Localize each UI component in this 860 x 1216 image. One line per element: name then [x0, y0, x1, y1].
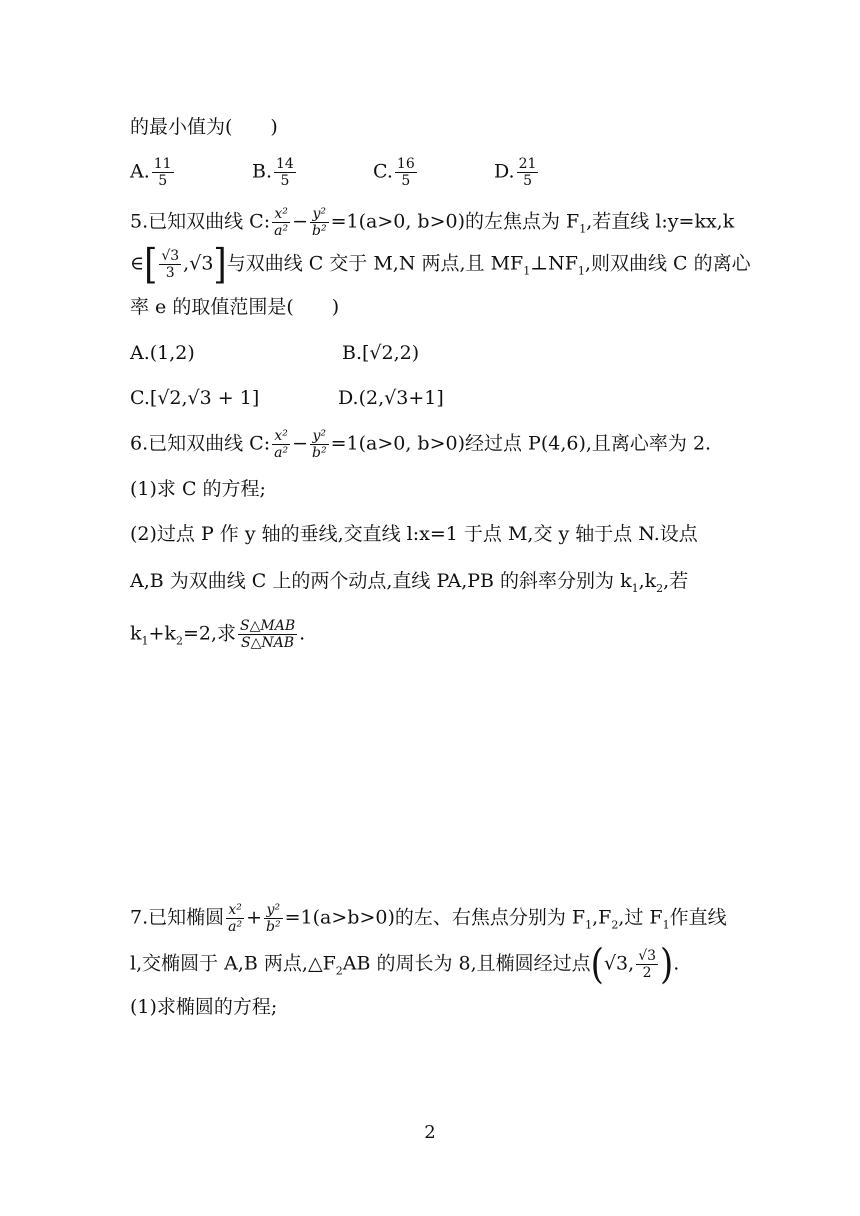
- option-letter: C.: [373, 160, 393, 183]
- comma-f2: ,F: [592, 906, 612, 929]
- option-letter: B.: [252, 160, 273, 183]
- option-text: C.[√2,√3 + 1]: [130, 387, 260, 409]
- q6-text-start: 6.已知双曲线 C:: [130, 432, 271, 455]
- q6-part-2-text-end: ,若: [663, 570, 689, 592]
- q5-perp-text: ⊥NF: [530, 252, 578, 275]
- hyperbola-term-x: [272, 428, 290, 461]
- option-fraction: [274, 156, 296, 189]
- frac-num: y²: [264, 902, 283, 919]
- option-text: B.[√2,2): [342, 342, 420, 364]
- subscript-2: 2: [656, 581, 664, 595]
- area-ratio: [238, 618, 297, 651]
- q7-text-2: AB 的周长为 8,且椭圆经过点: [342, 952, 591, 975]
- subscript-2: 2: [335, 964, 343, 978]
- q5-line-3: [130, 292, 339, 322]
- subscript-1: 1: [662, 918, 670, 932]
- q5-text-mid: 与双曲线 C 交于 M,N 两点,且 MF: [226, 252, 524, 275]
- q7-text-end: 作直线: [669, 906, 727, 929]
- q7-text-start: 7.已知椭圆: [130, 906, 225, 929]
- hyperbola-term-y: [310, 428, 329, 461]
- q7-line-2: [130, 940, 680, 989]
- frac-den: 5: [158, 173, 168, 189]
- option-letter: D.: [494, 160, 515, 183]
- minus-sign: −: [292, 210, 308, 233]
- subscript-1: 1: [523, 264, 531, 278]
- q5-text-start: 5.已知双曲线 C:: [130, 210, 271, 233]
- q5-option-b: [342, 338, 419, 368]
- q6-text-end: =1(a>0, b>0)经过点 P(4,6),且离心率为 2.: [330, 432, 712, 455]
- q5-option-a: [130, 338, 195, 368]
- frac-num: 11: [153, 156, 172, 172]
- k-text: k: [130, 622, 142, 645]
- q4-option-a: [130, 156, 176, 189]
- q4-tail-text: 的最小值为( ): [130, 116, 278, 138]
- q6-part-2-text: A,B 为双曲线 C 上的两个动点,直线 PA,PB 的斜率分别为 k: [130, 570, 632, 592]
- q5-question-end: 率 e 的取值范围是( ): [130, 296, 340, 318]
- plus-k: +k: [148, 622, 176, 645]
- frac-den: a²: [228, 919, 243, 935]
- hyperbola-term-x: [272, 206, 290, 239]
- period: .: [673, 952, 680, 975]
- q6-part-2-line-2: [130, 566, 688, 604]
- subscript-2: 2: [175, 634, 183, 648]
- point-x: √3,: [603, 952, 635, 975]
- frac-den: 5: [523, 173, 532, 189]
- left-bracket: [: [144, 240, 158, 289]
- k-upper-bound: ,√3: [183, 252, 214, 275]
- option-fraction: [395, 156, 417, 189]
- option-text: D.(2,√3+1]: [338, 387, 444, 409]
- ellipse-term-y: [264, 902, 283, 935]
- subscript-1: 1: [577, 264, 585, 278]
- q6-part-1-text: (1)求 C 的方程;: [130, 478, 266, 500]
- q6-part-2-text: =2,求: [182, 622, 237, 645]
- q5-option-d: [338, 383, 444, 413]
- frac-num: √3: [161, 248, 180, 264]
- q4-option-c: [373, 156, 419, 189]
- hyperbola-term-y: [310, 206, 329, 239]
- frac-num: y²: [310, 206, 329, 223]
- q4-tail-line: [130, 112, 278, 142]
- q6-line-1: [130, 428, 711, 461]
- q7-text: l,交椭圆于 A,B 两点,△F: [130, 952, 336, 975]
- option-text: A.(1,2): [130, 342, 195, 364]
- q4-option-d: [494, 156, 540, 189]
- q5-line-1: [130, 206, 734, 244]
- frac-num: y²: [310, 428, 329, 445]
- q4-option-b: [252, 156, 298, 189]
- q6-part-1: [130, 474, 266, 504]
- q6-part-2-line-1: [130, 519, 698, 549]
- frac-den: 5: [401, 173, 411, 189]
- q7-part-1-text: (1)求椭圆的方程;: [130, 996, 278, 1018]
- frac-den: b²: [312, 445, 327, 461]
- k-lower-bound: [159, 248, 181, 281]
- right-bracket: ]: [213, 240, 227, 289]
- option-fraction: [517, 156, 539, 189]
- q5-text-mid: =1(a>0, b>0)的左焦点为 F: [330, 210, 580, 233]
- page-number: 2: [424, 1122, 436, 1143]
- subscript-2: 2: [611, 918, 619, 932]
- subscript-1: 1: [631, 581, 639, 595]
- subscript-1: 1: [585, 918, 593, 932]
- option-letter: A.: [130, 160, 150, 183]
- minus-sign: −: [292, 432, 308, 455]
- q5-text-end: ,则双曲线 C 的离心: [584, 252, 751, 275]
- q5-line-2: [130, 240, 751, 289]
- frac-num: x²: [272, 428, 290, 445]
- frac-den: b²: [312, 223, 327, 239]
- frac-num: √3: [638, 948, 657, 964]
- subscript-1: 1: [141, 634, 149, 648]
- frac-num: 14: [276, 156, 294, 172]
- frac-den: 2: [642, 965, 652, 981]
- right-paren: ): [660, 940, 674, 989]
- q7-part-1: [130, 992, 277, 1022]
- frac-num: 21: [518, 156, 537, 172]
- q6-part-2-text: (2)过点 P 作 y 轴的垂线,交直线 l:x=1 于点 M,交 y 轴于点 N.设点: [130, 523, 698, 545]
- frac-den: a²: [274, 445, 289, 461]
- ellipse-term-x: [226, 902, 244, 935]
- frac-num: x²: [226, 902, 244, 919]
- left-paren: (: [590, 940, 604, 989]
- frac-num: S△MAB: [240, 618, 296, 634]
- point-y: [636, 948, 658, 981]
- frac-den: 5: [280, 173, 290, 189]
- option-fraction: [152, 156, 174, 189]
- frac-num: 16: [396, 156, 415, 172]
- plus-sign: +: [246, 906, 263, 929]
- subscript-1: 1: [579, 222, 587, 236]
- frac-num: x²: [272, 206, 290, 223]
- period: .: [299, 622, 306, 645]
- q5-text-end: ,若直线 l:y=kx,k: [586, 210, 735, 233]
- element-of-symbol: ∈: [130, 252, 145, 275]
- q7-text-mid: =1(a>b>0)的左、右焦点分别为 F: [284, 906, 586, 929]
- frac-den: S△NAB: [241, 635, 295, 651]
- frac-den: 3: [165, 265, 175, 281]
- q7-text-mid2: ,过 F: [618, 906, 663, 929]
- q5-option-c: [130, 383, 259, 413]
- frac-den: b²: [266, 919, 281, 935]
- q6-part-2-line-3: [130, 618, 305, 656]
- frac-den: a²: [274, 223, 289, 239]
- comma: ,k: [638, 570, 657, 592]
- q7-line-1: [130, 902, 727, 940]
